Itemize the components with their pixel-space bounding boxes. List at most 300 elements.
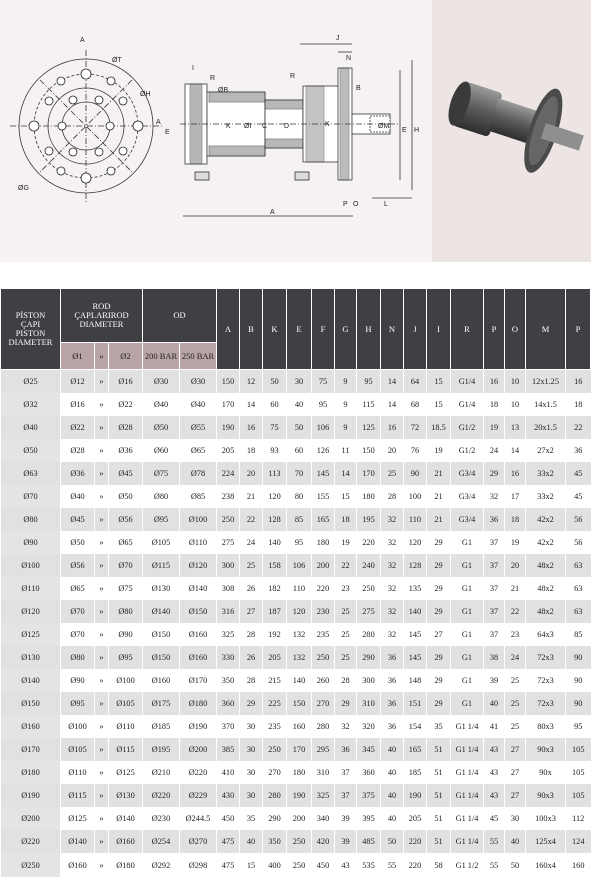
table-cell: 475 xyxy=(217,853,240,876)
table-cell: 125 xyxy=(357,416,381,439)
table-cell: Ø45 xyxy=(109,462,143,485)
table-cell: G1 1/4 xyxy=(451,761,484,784)
table-cell: » xyxy=(95,439,109,462)
table-cell: 385 xyxy=(217,738,240,761)
piston-diameter-cell: Ø25 xyxy=(1,370,61,393)
table-cell: 250 xyxy=(217,508,240,531)
table-cell: 63 xyxy=(566,554,591,577)
table-cell: 40 xyxy=(381,807,404,830)
table-cell: Ø95 xyxy=(109,646,143,669)
table-cell: 180 xyxy=(312,531,335,554)
table-cell: 185 xyxy=(404,761,427,784)
table-cell: 200 xyxy=(287,807,312,830)
table-cell: 310 xyxy=(312,761,335,784)
table-cell: Ø65 xyxy=(180,439,217,462)
table-cell: G1 xyxy=(451,600,484,623)
table-cell: 21 xyxy=(427,508,451,531)
table-cell: Ø150 xyxy=(143,646,180,669)
table-cell: 43 xyxy=(484,761,505,784)
table-cell: Ø140 xyxy=(61,830,95,853)
table-row xyxy=(1,623,591,646)
table-cell: Ø80 xyxy=(109,600,143,623)
table-cell: 48x2 xyxy=(526,554,566,577)
table-cell: 21 xyxy=(240,485,263,508)
table-cell: 72x3 xyxy=(526,692,566,715)
table-cell: 230 xyxy=(312,600,335,623)
table-cell: 105 xyxy=(566,738,591,761)
table-cell: 42x2 xyxy=(526,531,566,554)
table-cell: 113 xyxy=(263,462,287,485)
table-cell: 90x3 xyxy=(526,738,566,761)
table-cell: Ø95 xyxy=(61,692,95,715)
label-b: ØB xyxy=(218,87,229,94)
table-cell: 10 xyxy=(505,393,526,416)
table-cell: 29 xyxy=(427,531,451,554)
table-cell: 170 xyxy=(217,393,240,416)
table-cell: 48x2 xyxy=(526,577,566,600)
table-cell: G1 xyxy=(451,623,484,646)
table-cell: Ø220 xyxy=(143,784,180,807)
label-m: ØM xyxy=(378,123,390,130)
table-cell: 170 xyxy=(287,738,312,761)
label-d: D xyxy=(284,123,290,130)
table-cell: Ø125 xyxy=(61,807,95,830)
table-cell: 36 xyxy=(484,508,505,531)
col-i-header: I xyxy=(427,289,451,370)
table-cell: 340 xyxy=(312,807,335,830)
table-cell: 170 xyxy=(357,462,381,485)
table-cell: 29 xyxy=(427,577,451,600)
table-cell: 40 xyxy=(381,761,404,784)
table-row xyxy=(1,554,591,577)
table-cell: 250 xyxy=(263,738,287,761)
table-cell: 238 xyxy=(217,485,240,508)
table-cell: 21 xyxy=(505,577,526,600)
table-cell: 21 xyxy=(427,485,451,508)
col-f-header: F xyxy=(312,289,335,370)
col-o-header: O xyxy=(505,289,526,370)
label-e2: E xyxy=(402,127,407,134)
table-cell: 37 xyxy=(484,554,505,577)
table-cell: 14 xyxy=(240,393,263,416)
table-cell: Ø65 xyxy=(109,531,143,554)
piston-diameter-cell: Ø110 xyxy=(1,577,61,600)
table-cell: 290 xyxy=(357,646,381,669)
table-cell: 128 xyxy=(263,508,287,531)
table-cell: 187 xyxy=(263,600,287,623)
table-cell: Ø110 xyxy=(61,761,95,784)
table-cell: 360 xyxy=(357,761,381,784)
table-cell: 51 xyxy=(427,761,451,784)
label-h2: H xyxy=(414,127,420,134)
table-cell: 32 xyxy=(381,600,404,623)
table-cell: 280 xyxy=(263,784,287,807)
table-cell: 51 xyxy=(427,830,451,853)
table-cell: 36 xyxy=(381,646,404,669)
table-cell: 39 xyxy=(484,669,505,692)
table-cell: 200 xyxy=(312,554,335,577)
table-cell: 25 xyxy=(335,646,357,669)
table-cell: 11 xyxy=(335,439,357,462)
table-cell: Ø70 xyxy=(61,623,95,646)
table-cell: 95 xyxy=(312,393,335,416)
piston-diameter-cell: Ø125 xyxy=(1,623,61,646)
table-cell: 275 xyxy=(217,531,240,554)
label-p: P xyxy=(343,201,348,208)
piston-diameter-cell: Ø63 xyxy=(1,462,61,485)
table-cell: 56 xyxy=(566,508,591,531)
table-cell: 22 xyxy=(566,416,591,439)
table-cell: » xyxy=(95,462,109,485)
table-cell: 93 xyxy=(263,439,287,462)
table-cell: 29 xyxy=(427,600,451,623)
table-cell: 325 xyxy=(217,623,240,646)
table-cell: 14 xyxy=(381,370,404,393)
table-cell: 58 xyxy=(427,853,451,876)
rod-d1-header: Ø1 xyxy=(61,343,95,370)
table-cell: 22 xyxy=(335,554,357,577)
table-cell: 32 xyxy=(381,554,404,577)
table-row xyxy=(1,830,591,853)
table-cell: 14x1.5 xyxy=(526,393,566,416)
label-a3: A xyxy=(270,209,275,216)
spec-table xyxy=(0,288,591,877)
table-cell: 26 xyxy=(240,577,263,600)
table-cell: 180 xyxy=(287,761,312,784)
table-cell: 420 xyxy=(312,830,335,853)
table-cell: 29 xyxy=(484,462,505,485)
table-cell: 9 xyxy=(335,370,357,393)
table-cell: 43 xyxy=(335,853,357,876)
table-row xyxy=(1,508,591,531)
table-cell: 160 xyxy=(566,853,591,876)
piston-diameter-cell: Ø120 xyxy=(1,600,61,623)
table-cell: 205 xyxy=(404,807,427,830)
table-cell: 55 xyxy=(381,853,404,876)
table-cell: Ø140 xyxy=(109,807,143,830)
table-cell: 9 xyxy=(335,393,357,416)
table-cell: Ø78 xyxy=(180,462,217,485)
table-cell: 27 xyxy=(505,761,526,784)
table-row xyxy=(1,462,591,485)
table-cell: Ø30 xyxy=(143,370,180,393)
table-row xyxy=(1,393,591,416)
table-cell: 19 xyxy=(335,531,357,554)
table-cell: 39 xyxy=(335,807,357,830)
table-cell: Ø160 xyxy=(180,623,217,646)
table-cell: 30 xyxy=(287,370,312,393)
table-cell: 45 xyxy=(484,807,505,830)
table-cell: 40 xyxy=(240,830,263,853)
table-cell: 40 xyxy=(381,738,404,761)
table-cell: Ø40 xyxy=(61,485,95,508)
table-cell: 150 xyxy=(287,692,312,715)
table-cell: 195 xyxy=(357,508,381,531)
label-r: R xyxy=(210,75,216,82)
table-cell: 50 xyxy=(381,830,404,853)
table-cell: 14 xyxy=(505,439,526,462)
table-cell: 23 xyxy=(335,577,357,600)
table-cell: G1 1/4 xyxy=(451,830,484,853)
table-cell: 24 xyxy=(484,439,505,462)
table-cell: G1/2 xyxy=(451,416,484,439)
table-cell: Ø75 xyxy=(109,577,143,600)
table-cell: 39 xyxy=(335,830,357,853)
table-row xyxy=(1,692,591,715)
table-cell: 20 xyxy=(381,439,404,462)
table-cell: Ø56 xyxy=(61,554,95,577)
table-cell: 270 xyxy=(312,692,335,715)
table-cell: 72 xyxy=(404,416,427,439)
table-cell: 24 xyxy=(505,646,526,669)
table-cell: 30 xyxy=(240,761,263,784)
table-cell: » xyxy=(95,485,109,508)
table-cell: 76 xyxy=(404,439,427,462)
od-200bar-header: 200 BAR xyxy=(143,343,180,370)
table-cell: 220 xyxy=(404,853,427,876)
table-cell: 18 xyxy=(335,508,357,531)
table-cell: » xyxy=(95,577,109,600)
table-cell: 27 xyxy=(427,623,451,646)
piston-diameter-cell: Ø160 xyxy=(1,715,61,738)
table-cell: G1 1/4 xyxy=(451,784,484,807)
piston-diameter-cell: Ø140 xyxy=(1,669,61,692)
table-cell: 90 xyxy=(566,669,591,692)
table-cell: Ø95 xyxy=(143,508,180,531)
table-row xyxy=(1,761,591,784)
table-cell: G3/4 xyxy=(451,462,484,485)
table-cell: Ø150 xyxy=(180,600,217,623)
table-cell: Ø210 xyxy=(143,761,180,784)
table-cell: 120 xyxy=(287,600,312,623)
table-cell: 60 xyxy=(263,393,287,416)
table-cell: 37 xyxy=(484,577,505,600)
table-cell: 145 xyxy=(404,646,427,669)
table-cell: Ø36 xyxy=(61,462,95,485)
table-cell: 36 xyxy=(381,715,404,738)
table-row xyxy=(1,738,591,761)
col-e-header: E xyxy=(287,289,312,370)
table-cell: 95 xyxy=(287,531,312,554)
table-cell: Ø40 xyxy=(180,393,217,416)
table-cell: 12 xyxy=(240,370,263,393)
piston-diameter-header: PİSTON ÇAPI PISTON DIAMETER xyxy=(1,289,61,370)
table-cell: 220 xyxy=(357,531,381,554)
table-cell: 28 xyxy=(381,485,404,508)
table-cell: 14 xyxy=(335,462,357,485)
table-cell: Ø85 xyxy=(180,485,217,508)
table-cell: 280 xyxy=(357,623,381,646)
table-cell: 22 xyxy=(240,508,263,531)
table-cell: 72x3 xyxy=(526,646,566,669)
table-cell: 100x3 xyxy=(526,807,566,830)
table-cell: 151 xyxy=(404,692,427,715)
cylinder-drawing xyxy=(0,0,432,262)
table-cell: 350 xyxy=(217,669,240,692)
table-cell: 37 xyxy=(335,761,357,784)
table-cell: 37 xyxy=(484,623,505,646)
illustration-area xyxy=(0,0,591,262)
piston-diameter-cell: Ø250 xyxy=(1,853,61,876)
table-cell: 154 xyxy=(404,715,427,738)
table-cell: » xyxy=(95,370,109,393)
label-b2: B xyxy=(356,85,361,92)
table-cell: 150 xyxy=(357,439,381,462)
piston-diameter-cell: Ø70 xyxy=(1,485,61,508)
table-cell: Ø130 xyxy=(109,784,143,807)
table-cell: 55 xyxy=(484,853,505,876)
table-cell: » xyxy=(95,600,109,623)
table-cell: 535 xyxy=(357,853,381,876)
table-cell: Ø175 xyxy=(143,692,180,715)
table-cell: 190 xyxy=(217,416,240,439)
table-cell: Ø70 xyxy=(61,600,95,623)
table-cell: 41 xyxy=(484,715,505,738)
piston-diameter-cell: Ø80 xyxy=(1,508,61,531)
label-j: J xyxy=(336,35,340,42)
table-cell: 27 xyxy=(240,600,263,623)
table-cell: 43 xyxy=(484,784,505,807)
table-cell: » xyxy=(95,554,109,577)
table-cell: 275 xyxy=(357,600,381,623)
table-cell: Ø185 xyxy=(143,715,180,738)
table-cell: Ø16 xyxy=(61,393,95,416)
table-cell: G1 xyxy=(451,646,484,669)
table-cell: 60 xyxy=(287,439,312,462)
table-cell: G3/4 xyxy=(451,508,484,531)
table-cell: 205 xyxy=(263,646,287,669)
table-cell: 115 xyxy=(357,393,381,416)
piston-diameter-cell: Ø180 xyxy=(1,761,61,784)
od-250bar-header: 250 BAR xyxy=(180,343,217,370)
table-cell: 28 xyxy=(335,669,357,692)
table-cell: Ø160 xyxy=(61,853,95,876)
table-cell: 45 xyxy=(566,485,591,508)
table-row xyxy=(1,784,591,807)
col-g-header: G xyxy=(335,289,357,370)
table-cell: 51 xyxy=(427,784,451,807)
table-cell: G1 1/4 xyxy=(451,738,484,761)
piston-diameter-cell: Ø220 xyxy=(1,830,61,853)
table-cell: G3/4 xyxy=(451,485,484,508)
table-cell: 145 xyxy=(312,462,335,485)
table-cell: 280 xyxy=(312,715,335,738)
table-cell: 165 xyxy=(404,738,427,761)
table-cell: 270 xyxy=(263,761,287,784)
table-cell: Ø105 xyxy=(143,531,180,554)
table-cell: Ø50 xyxy=(143,416,180,439)
table-cell: 50 xyxy=(505,853,526,876)
table-cell: 250 xyxy=(357,577,381,600)
table-cell: 29 xyxy=(427,554,451,577)
table-cell: Ø50 xyxy=(109,485,143,508)
table-cell: 95 xyxy=(357,370,381,393)
table-cell: 37 xyxy=(484,600,505,623)
table-cell: 105 xyxy=(566,761,591,784)
table-cell: 300 xyxy=(217,554,240,577)
table-row xyxy=(1,485,591,508)
table-cell: Ø292 xyxy=(143,853,180,876)
table-cell: 36 xyxy=(335,738,357,761)
table-cell: Ø270 xyxy=(180,830,217,853)
table-cell: Ø220 xyxy=(180,761,217,784)
table-cell: Ø80 xyxy=(143,485,180,508)
table-cell: 30 xyxy=(240,738,263,761)
table-cell: 43 xyxy=(484,738,505,761)
table-cell: 85 xyxy=(287,508,312,531)
table-cell: 50 xyxy=(263,370,287,393)
table-cell: 23 xyxy=(505,623,526,646)
table-cell: 410 xyxy=(217,761,240,784)
table-row xyxy=(1,715,591,738)
table-cell: 19 xyxy=(427,439,451,462)
table-cell: » xyxy=(95,830,109,853)
piston-diameter-cell: Ø40 xyxy=(1,416,61,439)
table-cell: 235 xyxy=(312,623,335,646)
table-cell: » xyxy=(95,646,109,669)
table-cell: » xyxy=(95,784,109,807)
table-cell: 16 xyxy=(484,370,505,393)
table-cell: 13 xyxy=(505,416,526,439)
table-cell: 120 xyxy=(404,531,427,554)
table-cell: 90x3 xyxy=(526,784,566,807)
table-cell: 250 xyxy=(312,646,335,669)
table-cell: 37 xyxy=(484,531,505,554)
col-a-header: A xyxy=(217,289,240,370)
table-cell: 80 xyxy=(287,485,312,508)
table-cell: 40 xyxy=(484,692,505,715)
table-cell: 310 xyxy=(357,692,381,715)
table-cell: 375 xyxy=(357,784,381,807)
piston-diameter-cell: Ø100 xyxy=(1,554,61,577)
table-cell: 205 xyxy=(217,439,240,462)
table-cell: Ø110 xyxy=(180,531,217,554)
table-cell: 24 xyxy=(240,531,263,554)
table-cell: 25 xyxy=(335,623,357,646)
table-cell: 27 xyxy=(505,738,526,761)
table-cell: 135 xyxy=(404,577,427,600)
table-row xyxy=(1,416,591,439)
table-cell: 360 xyxy=(217,692,240,715)
table-cell: 160x4 xyxy=(526,853,566,876)
table-cell: Ø22 xyxy=(109,393,143,416)
table-cell: 295 xyxy=(312,738,335,761)
table-cell: » xyxy=(95,807,109,830)
table-cell: Ø105 xyxy=(61,738,95,761)
table-cell: 90 xyxy=(566,692,591,715)
table-cell: Ø150 xyxy=(143,623,180,646)
table-cell: 95 xyxy=(566,715,591,738)
table-cell: 28 xyxy=(240,669,263,692)
table-cell: Ø40 xyxy=(143,393,180,416)
table-cell: 450 xyxy=(217,807,240,830)
col-n-header: N xyxy=(381,289,404,370)
table-cell: 33x2 xyxy=(526,485,566,508)
table-cell: 21 xyxy=(427,462,451,485)
table-cell: 190 xyxy=(404,784,427,807)
col-m-header: M xyxy=(526,289,566,370)
table-cell: Ø50 xyxy=(61,531,95,554)
table-cell: 106 xyxy=(312,416,335,439)
table-cell: 125x4 xyxy=(526,830,566,853)
table-cell: » xyxy=(95,531,109,554)
table-cell: 64x3 xyxy=(526,623,566,646)
label-r2: R xyxy=(290,73,296,80)
table-cell: Ø75 xyxy=(143,462,180,485)
table-cell: 400 xyxy=(263,853,287,876)
table-cell: Ø180 xyxy=(109,853,143,876)
table-cell: Ø115 xyxy=(61,784,95,807)
